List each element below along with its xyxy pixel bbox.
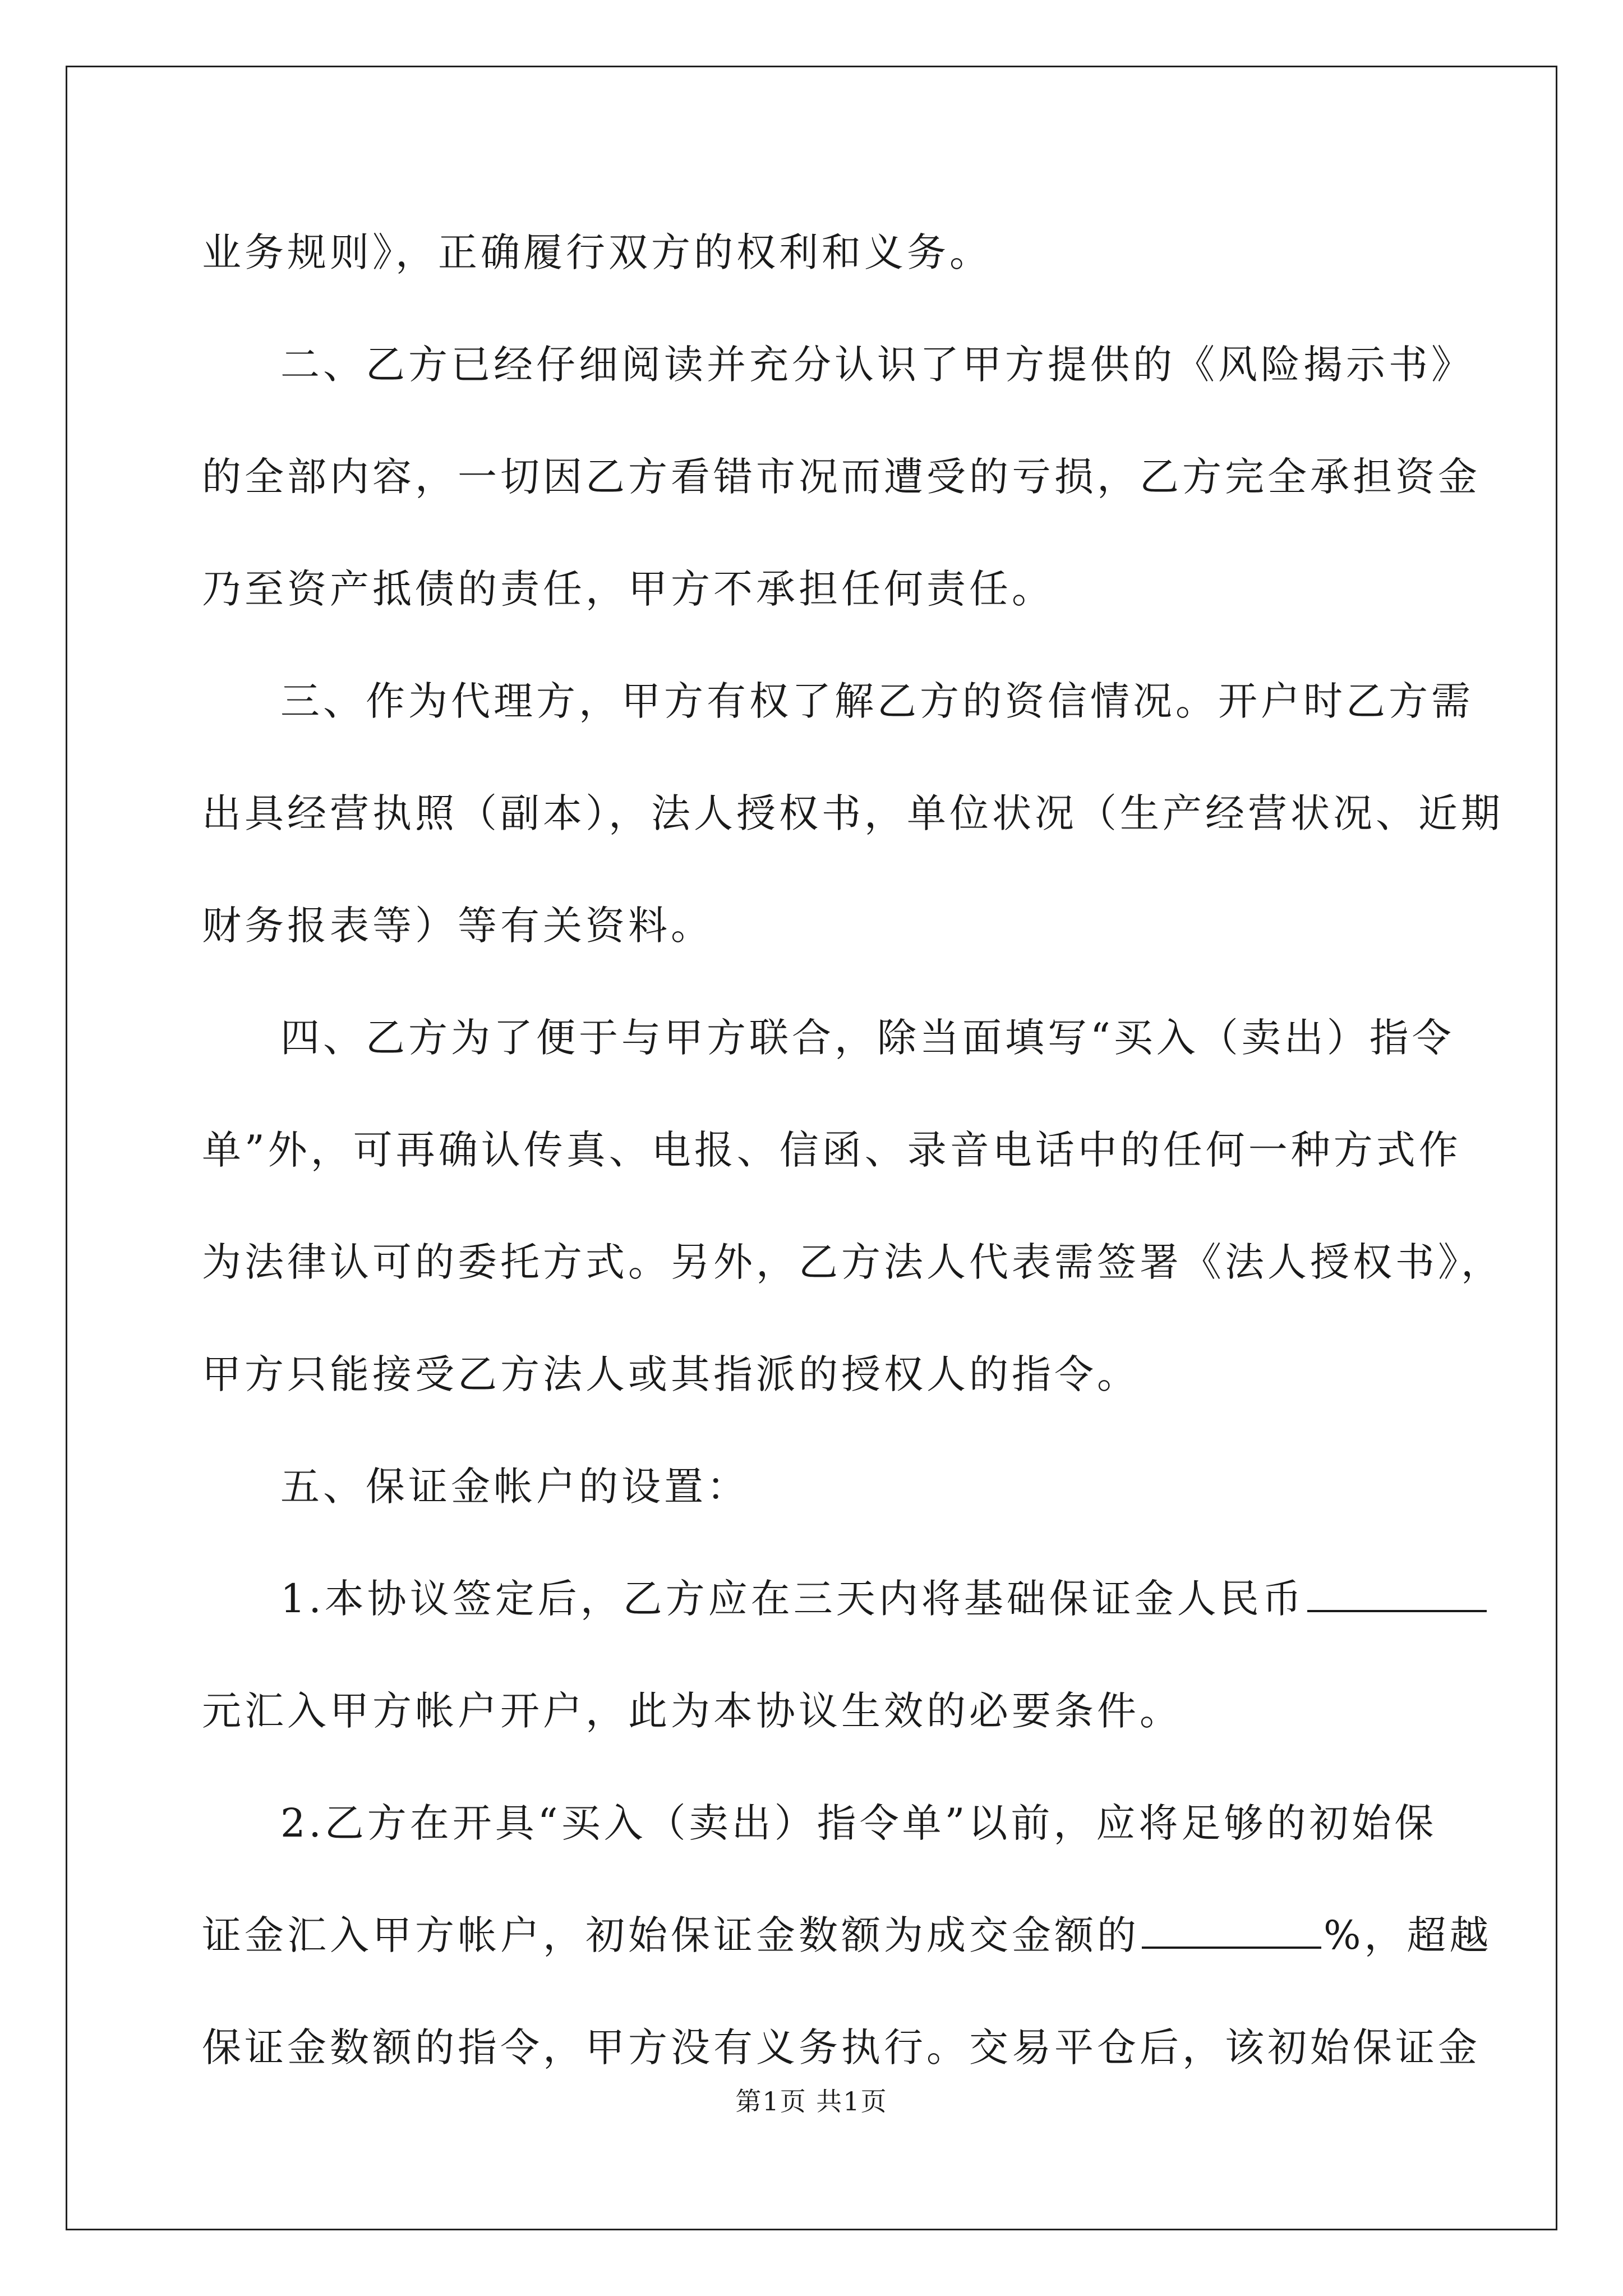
paragraph-line: 业务规则》，正确履行双方的权利和义务。 xyxy=(202,229,992,275)
paragraph-line: 三、作为代理方，甲方有权了解乙方的资信情况。开户时乙方需 xyxy=(280,678,1474,724)
paragraph-line: 乃至资产抵债的责任，甲方不承担任何责任。 xyxy=(202,566,1054,612)
line-text: 证金汇入甲方帐户，初始保证金数额为成交金额的 xyxy=(202,1912,1140,1958)
paragraph-line: 四、乙方为了便于与甲方联合，除当面填写“买入（卖出）指令 xyxy=(280,1015,1455,1061)
line-text: 1.本协议签定后，乙方应在三天内将基础保证金人民币 xyxy=(280,1576,1305,1622)
page-footer: 第1页 共1页 xyxy=(735,2086,888,2116)
paragraph-line: 为法律认可的委托方式。另外，乙方法人代表需签署《法人授权书》， xyxy=(202,1239,1504,1285)
paragraph-line: 的全部内容，一切因乙方看错市况而遭受的亏损，乙方完全承担资金 xyxy=(202,454,1481,500)
section-heading: 五、保证金帐户的设置： xyxy=(280,1464,749,1510)
paragraph-line: 甲方只能接受乙方法人或其指派的授权人的指令。 xyxy=(202,1351,1140,1397)
paragraph-line: 保证金数额的指令，甲方没有义务执行。交易平仓后，该初始保证金 xyxy=(202,2024,1481,2070)
fill-in-blank-amount xyxy=(1307,1573,1487,1612)
fill-in-blank-percent xyxy=(1142,1910,1321,1949)
paragraph-line: 二、乙方已经仔细阅读并充分认识了甲方提供的《风险揭示书》 xyxy=(280,342,1474,388)
paragraph-line: 单”外，可再确认传真、电报、信函、录音电话中的任何一种方式作 xyxy=(202,1127,1461,1173)
paragraph-line xyxy=(202,1902,1492,1969)
line-text: %，超越 xyxy=(1324,1912,1492,1958)
paragraph-line: 出具经营执照（副本），法人授权书，单位状况（生产经营状况、近期 xyxy=(202,790,1504,836)
paragraph-line xyxy=(280,1565,1514,1632)
paragraph-line: 元汇入甲方帐户开户，此为本协议生效的必要条件。 xyxy=(202,1688,1182,1734)
paragraph-line: 财务报表等）等有关资料。 xyxy=(202,903,713,949)
paragraph-line: 2.乙方在开具“买入（卖出）指令单”以前，应将足够的初始保 xyxy=(280,1800,1437,1846)
